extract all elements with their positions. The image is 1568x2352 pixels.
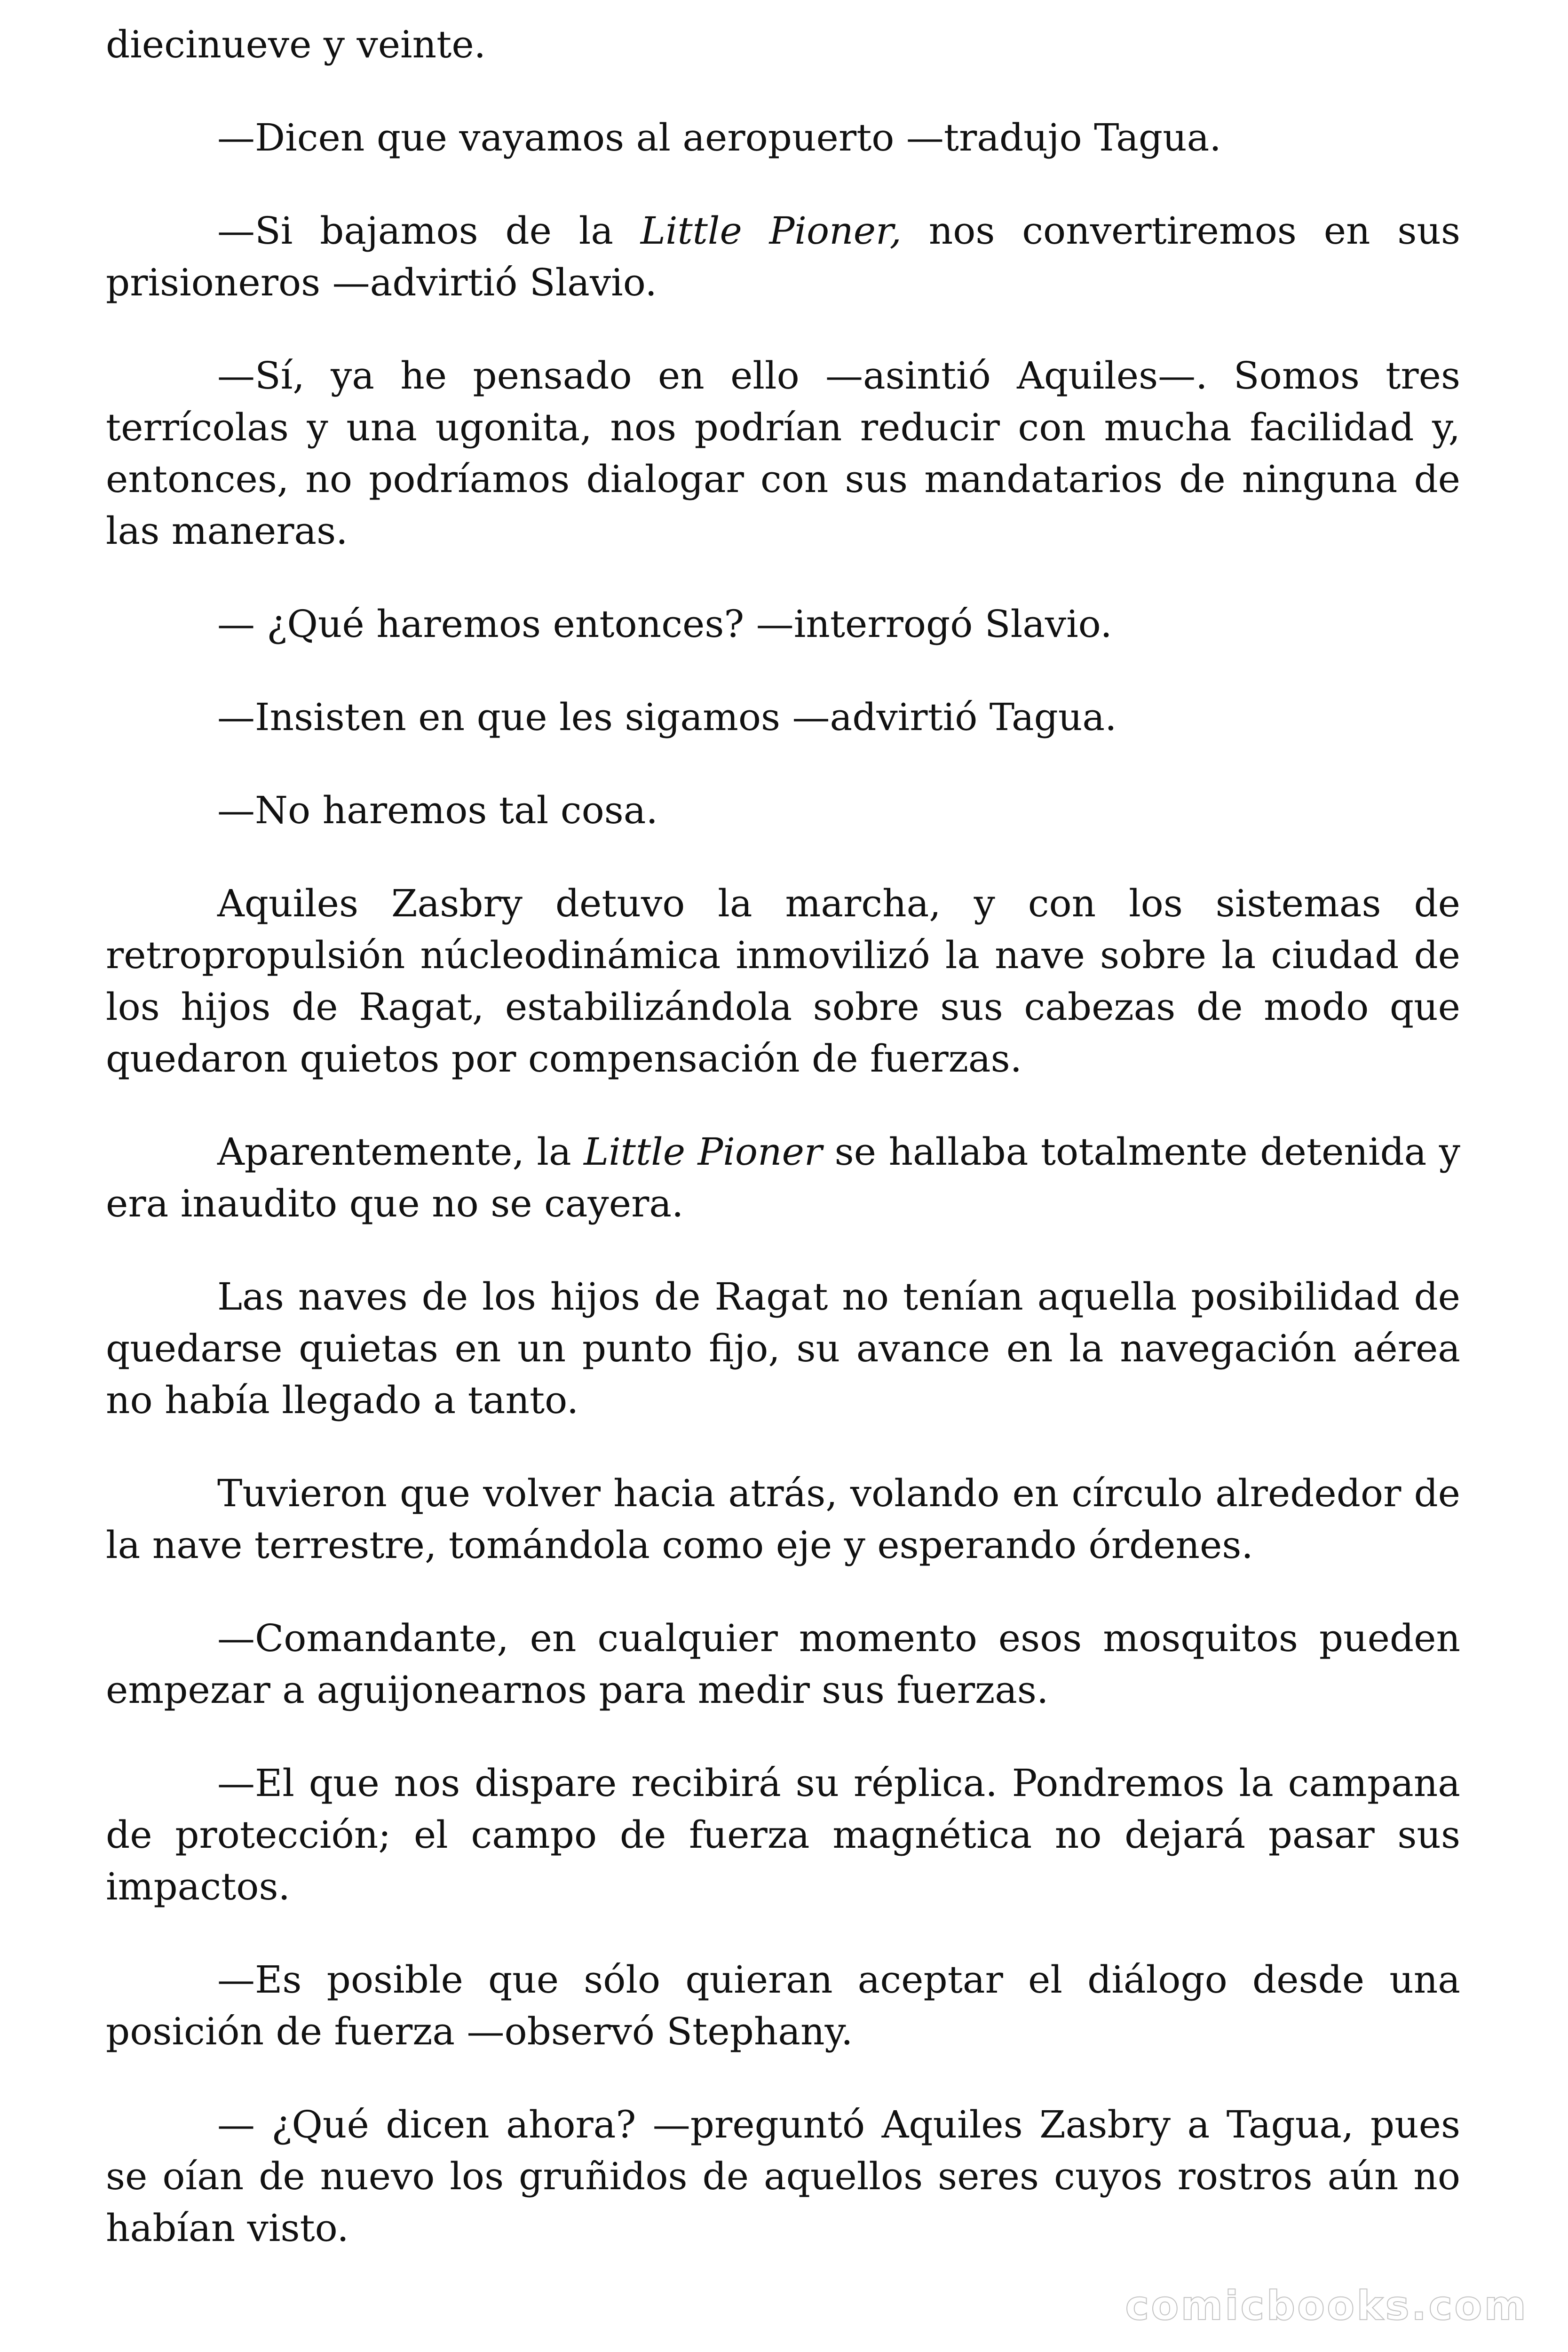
paragraph: — ¿Qué dicen ahora? —preguntó Aquiles Zasbry a Tagua, pues se oían de nuevo los gruñidos de aquellos seres cuyos rostros aún no habían visto. [106, 2103, 1460, 2250]
paragraph: —Es posible que sólo quieran aceptar el diálogo desde una posición de fuerza —observó Stephany. [106, 1958, 1460, 2053]
paragraph: —Insisten en que les sigamos —advirtió Tagua. [217, 695, 1117, 739]
paragraph: —No haremos tal cosa. [217, 788, 658, 832]
paragraph: diecinueve y veinte. [106, 23, 486, 66]
paragraph: —Dicen que vayamos al aeropuerto —tradujo Tagua. [217, 116, 1221, 159]
ship-name-italic: Little Pioner [584, 1130, 823, 1174]
book-page-body [106, 19, 1460, 2254]
paragraph: —Comandante, en cualquier momento esos mosquitos pueden empezar a aguijonearnos para medir sus fuerzas. [106, 1616, 1460, 1712]
paragraph: Tuvieron que volver hacia atrás, volando en círculo alrededor de la nave terrestre, tomándola como eje y esperando órdenes. [106, 1471, 1460, 1567]
watermark-logo: comicbooks.com [1125, 2282, 1528, 2329]
paragraph: Aparentemente, la Little Pioner se hallaba totalmente detenida y era inaudito que no se cayera. [106, 1130, 1460, 1225]
paragraph: Aquiles Zasbry detuvo la marcha, y con los sistemas de retropropulsión núcleodinámica inmovilizó la nave sobre la ciudad de los hijos de Ragat, estabilizándola sobre sus cabezas de modo que quedaron quietos por compensación de fuerzas. [106, 882, 1460, 1081]
paragraph: —Si bajamos de la Little Pioner, nos convertiremos en sus prisioneros —advirtió Slavio. [106, 209, 1461, 304]
paragraph: —El que nos dispare recibirá su réplica. Pondremos la campana de protección; el campo de fuerza magnética no dejará pasar sus impactos. [106, 1761, 1460, 1908]
paragraph: — ¿Qué haremos entonces? —interrogó Slavio. [217, 602, 1112, 646]
ship-name-italic: Little Pioner, [640, 209, 902, 253]
paragraph: —Sí, ya he pensado en ello —asintió Aquiles—. Somos tres terrícolas y una ugonita, nos podrían reducir con mucha facilidad y, entonces, no podríamos dialogar con sus mandatarios de ninguna de las maneras. [106, 354, 1460, 553]
paragraph: Las naves de los hijos de Ragat no tenían aquella posibilidad de quedarse quietas en un punto fijo, su avance en la navegación aérea no había llegado a tanto. [106, 1275, 1460, 1422]
